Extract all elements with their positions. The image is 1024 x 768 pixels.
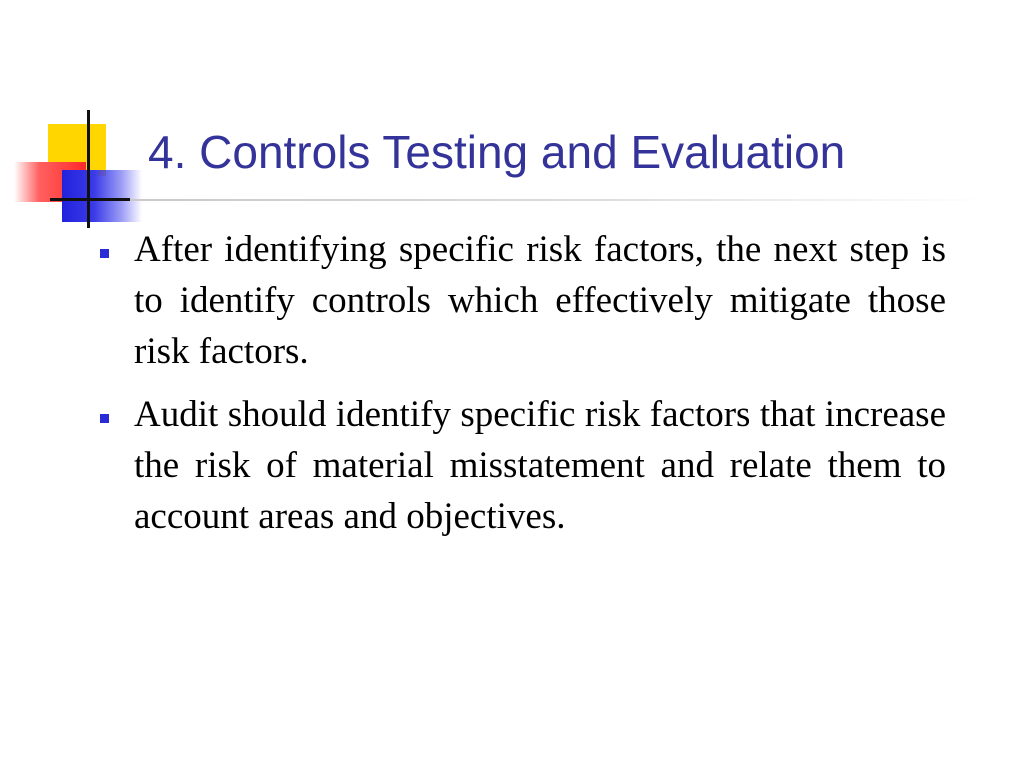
logo-vertical-line <box>87 110 90 228</box>
slide-title: 4. Controls Testing and Evaluation <box>148 126 846 178</box>
title-underline <box>130 199 990 201</box>
bullet-item <box>96 389 946 542</box>
bullet-item <box>96 224 946 377</box>
logo-horizontal-line <box>50 198 130 201</box>
square-bullet-icon <box>100 249 109 258</box>
square-bullet-icon <box>100 414 109 423</box>
slide-logo-decoration <box>0 0 160 240</box>
bullet-text: Audit should identify specific risk factors that increase the risk of material misstatement and relate them to account areas and objectives. <box>134 394 946 537</box>
logo-blue-square <box>62 170 142 222</box>
bullet-text: After identifying specific risk factors, the next step is to identify controls which effectively mitigate those risk factors. <box>134 229 946 372</box>
bullet-list <box>96 224 946 554</box>
